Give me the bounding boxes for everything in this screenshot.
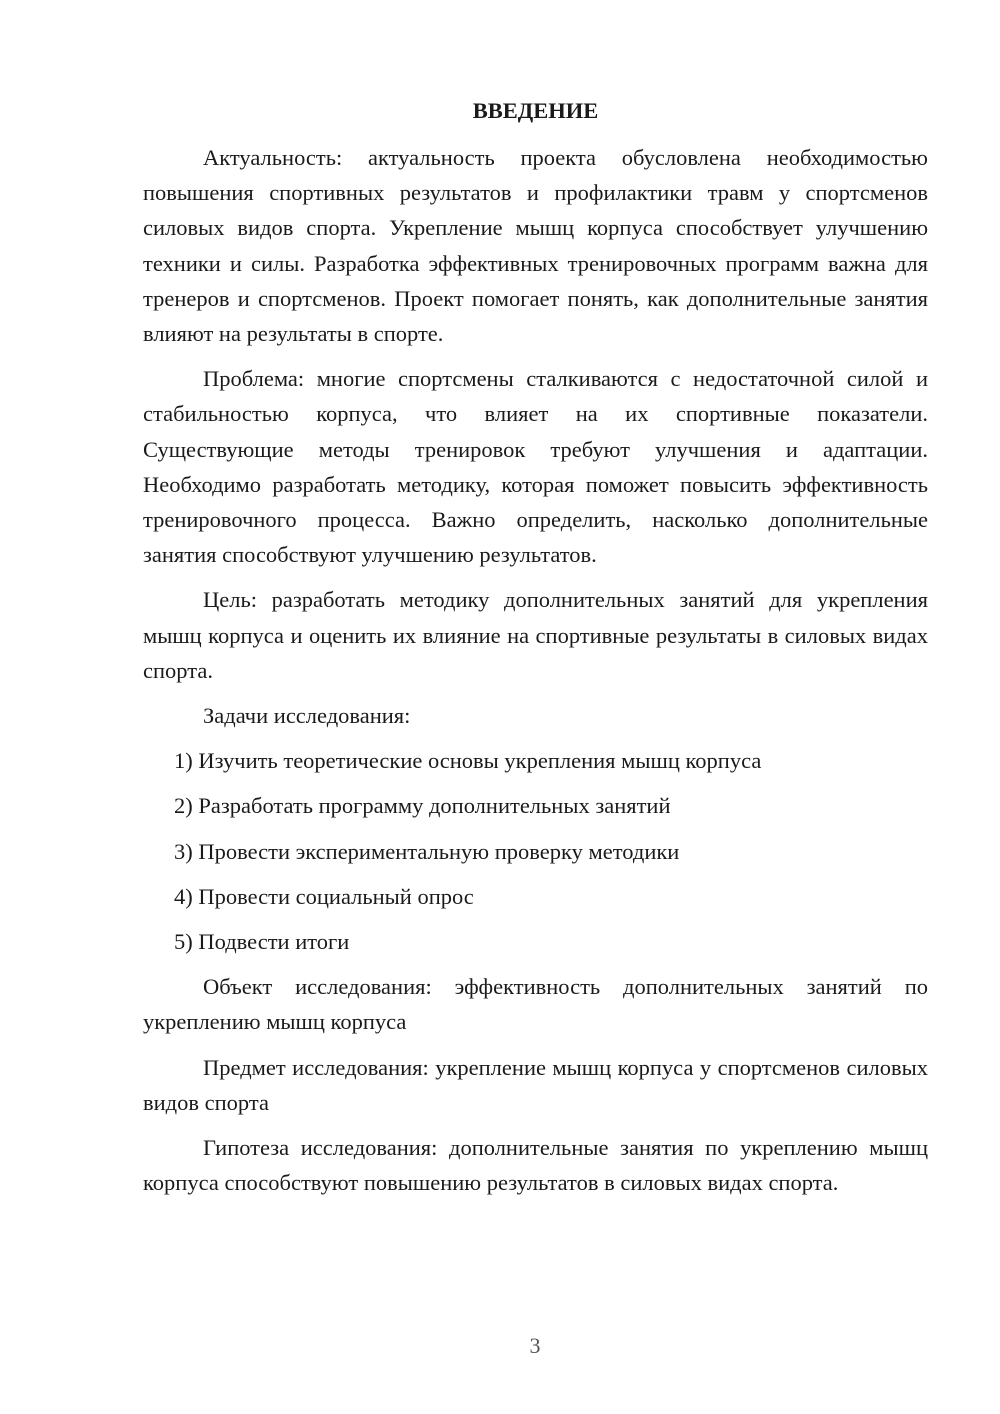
section-title: ВВЕДЕНИЕ — [472, 98, 599, 123]
tasks-list — [143, 743, 928, 959]
page-number: 3 — [529, 1333, 541, 1358]
list-item: 5) Подвести итоги — [174, 929, 350, 955]
paragraph-object: Объект исследования: эффективность дополнительных занятий по укреплению мышц корпуса — [143, 974, 928, 1035]
paragraph-relevance: Актуальность: актуальность проекта обусловлена необходимостью повышения спортивных результатов и профилактики травм у спортсменов силовых видов спорта. Укрепление мышц корпуса способствует улучшению техники и силы. Разработка эффективных тренировочных программ важна для тренеров и спортсменов. Проект помогает понять, как дополнительные занятия влияют на результаты в спорте. — [143, 145, 928, 347]
list-item: 2) Разработать программу дополнительных занятий — [174, 793, 671, 819]
tasks-label: Задачи исследования: — [203, 703, 411, 729]
paragraph-goal: Цель: разработать методику дополнительных занятий для укрепления мышц корпуса и оценить их влияние на спортивные результаты в силовых видах спорта. — [143, 587, 928, 683]
list-item: 3) Провести экспериментальную проверку методики — [174, 838, 680, 864]
paragraph-problem: Проблема: многие спортсмены сталкиваются с недостаточной силой и стабильностью корпуса, что влияет на их спортивные показатели. Существующие методы тренировок требуют улучшения и адаптации. Необходимо разработать методику, которая поможет повысить эффективность тренировочного процесса. Важно определить, насколько дополнительные занятия способствуют улучшению результатов. — [143, 366, 928, 568]
paragraph-hypothesis: Гипотеза исследования: дополнительные занятия по укреплению мышц корпуса способствуют повышению результатов в силовых видах спорта. — [143, 1135, 928, 1196]
document-page — [143, 95, 928, 1210]
list-item: 4) Провести социальный опрос — [174, 883, 474, 909]
list-item: 1) Изучить теоретические основы укрепления мышц корпуса — [174, 748, 762, 774]
paragraph-subject: Предмет исследования: укрепление мышц корпуса у спортсменов силовых видов спорта — [143, 1054, 928, 1115]
